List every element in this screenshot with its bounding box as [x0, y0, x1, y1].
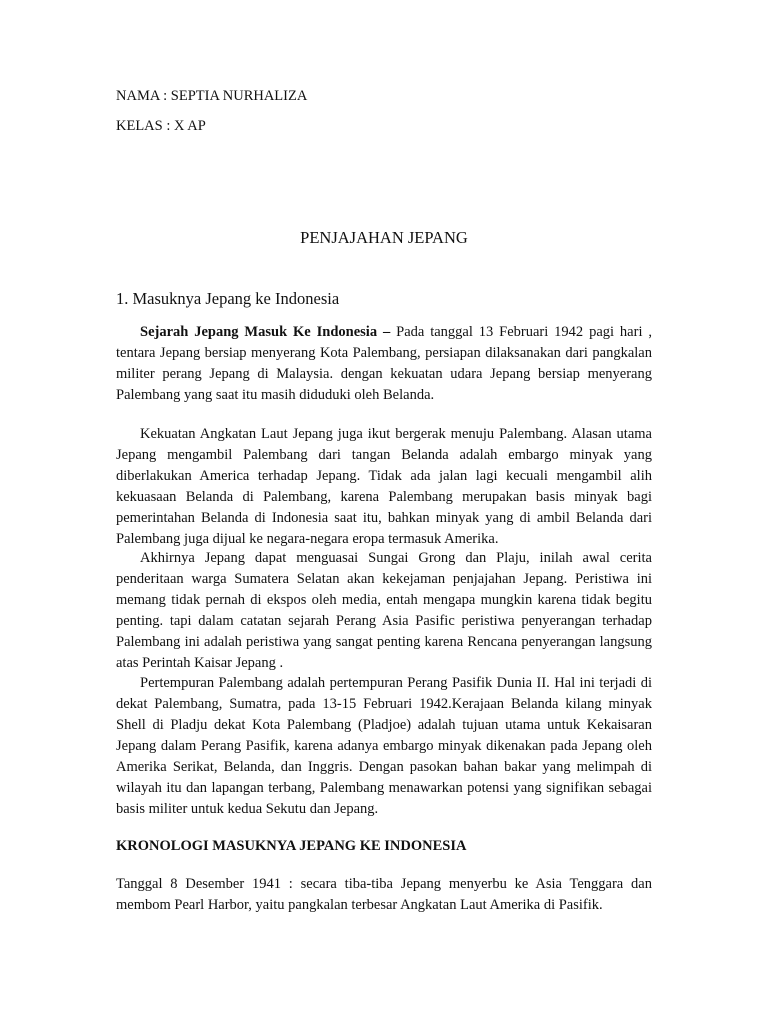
paragraph-2: Kekuatan Angkatan Laut Jepang juga ikut bergerak menuju Palembang. Alasan utama Jepang mengambil Palembang dari tangan Belanda adalah embargo minyak yang diberlakukan America terhadap Jepang. Tidak ada jalan lagi kecuali mengambil alih kekuasaan Belanda di Palembang, karena Palembang merupakan basis minyak bagi pemerintahan Belanda di Indonesia saat itu, bahkan minyak yang di ambil Belanda dari Palembang juga dijual ke negara-negara eropa termasuk Amerika. — [116, 426, 652, 547]
student-name: NAMA : SEPTIA NURHALIZA — [116, 88, 308, 104]
paragraph-1 — [116, 322, 652, 406]
section-heading: 1. Masuknya Jepang ke Indonesia — [116, 289, 340, 308]
paragraph-1-lead: Sejarah Jepang Masuk Ke Indonesia – — [140, 324, 391, 340]
paragraph-1-text: Pada tanggal 13 Februari 1942 pagi hari , tentara Jepang bersiap menyerang Kota Palembang, persiapan dilaksanakan dari pangkalan militer perang Jepang di Malaysia. dengan kekuatan udara Jepang bersiap menyerang Palembang yang saat itu masih diduduki oleh Belanda. — [116, 324, 652, 403]
paragraph-3: Akhirnya Jepang dapat menguasai Sungai Grong dan Plaju, inilah awal cerita penderitaan warga Sumatera Selatan akan kekejaman penjajahan Jepang. Peristiwa ini memang tidak pernah di ekspos oleh media, entah mengapa mungkin karena tidak begitu penting. tapi dalam catatan sejarah Perang Asia Pasific peristiwa penyerangan terhadap Palembang ini adalah peristiwa yang sangat penting karena Rencana penyerangan langsung atas Perintah Kaisar Jepang . — [116, 550, 652, 671]
paragraph-4: Pertempuran Palembang adalah pertempuran Perang Pasifik Dunia II. Hal ini terjadi di dekat Palembang, Sumatra, pada 13-15 Februari 1942.Kerajaan Belanda kilang minyak Shell di Pladju dekat Kota Palembang (Pladjoe) adalah tujuan utama untuk Kekaisaran Jepang dalam Perang Pasifik, karena adanya embargo minyak dikenakan pada Jepang oleh Amerika Serikat, Belanda, dan Inggris. Dengan pasokan bahan bakar yang melimpah di wilayah itu dan lapangan terbang, Palembang menawarkan potensi yang signifikan sebagai basis militer untuk kedua Sekutu dan Jepang. — [116, 675, 652, 817]
paragraph-5: Tanggal 8 Desember 1941 : secara tiba-tiba Jepang menyerbu ke Asia Tenggara dan membom Pearl Harbor, yaitu pangkalan terbesar Angkatan Laut Amerika di Pasifik. — [116, 876, 652, 913]
document-title: PENJAJAHAN JEPANG — [300, 228, 468, 247]
student-class: KELAS : X AP — [116, 118, 206, 134]
document-page — [116, 0, 652, 1024]
kronologi-heading: KRONOLOGI MASUKNYA JEPANG KE INDONESIA — [116, 838, 467, 854]
